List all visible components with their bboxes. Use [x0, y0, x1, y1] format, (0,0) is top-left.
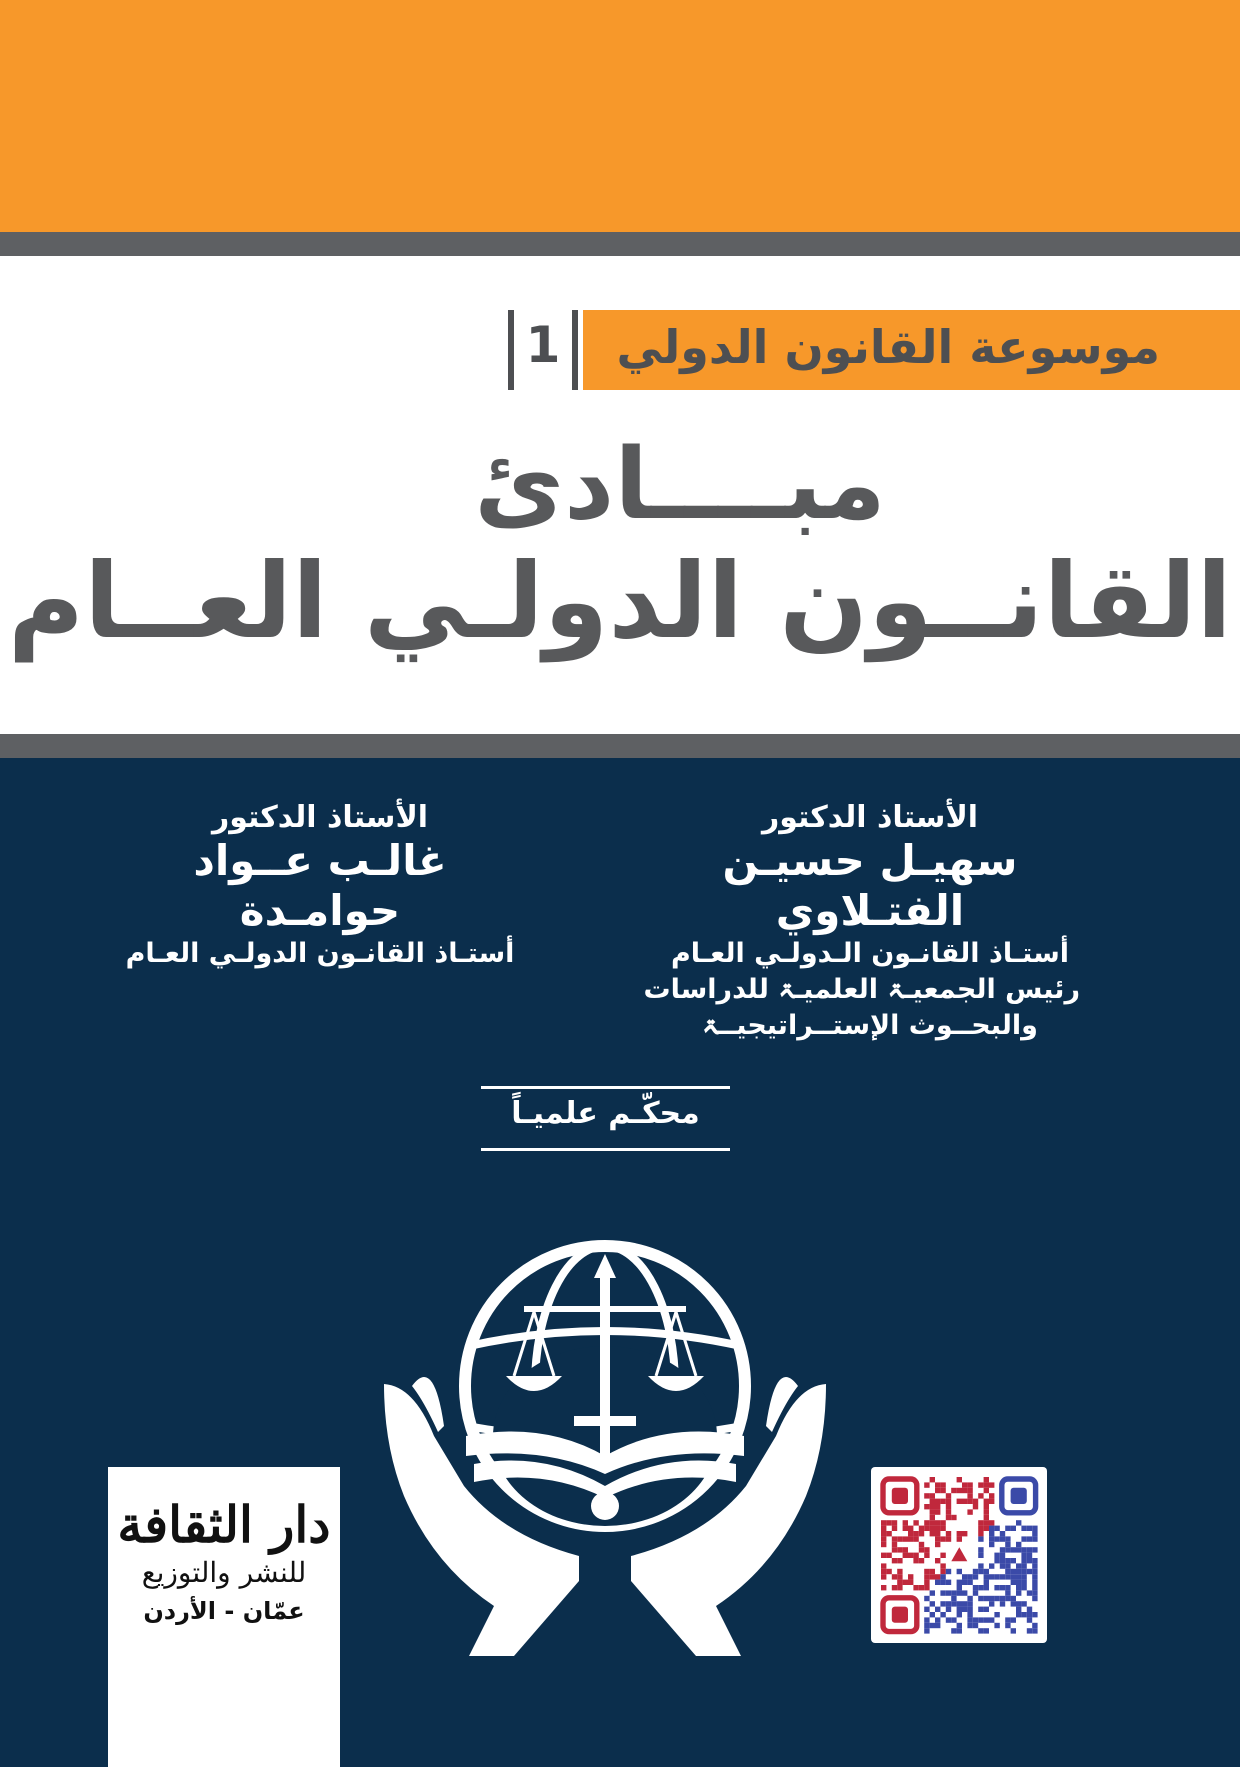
peer-review-bottom-rule: [481, 1148, 730, 1151]
book-title-line-1: مبــــادئ: [474, 428, 886, 542]
author-1-role: الأستاذ الدكتور: [761, 800, 979, 835]
lower-grey-stripe: [0, 734, 1240, 758]
series-title: موسوعة القانون الدولي: [616, 320, 1160, 374]
top-orange-band: [0, 0, 1240, 232]
upper-grey-stripe: [0, 232, 1240, 256]
qr-code-icon: [871, 1467, 1047, 1643]
publisher-name: دار الثقافة: [117, 1495, 331, 1554]
series-divider-left: [508, 310, 514, 390]
peer-review-top-rule: [481, 1086, 730, 1089]
scales-of-justice-globe-emblem-icon: [374, 1236, 836, 1656]
series-divider-right: [572, 310, 578, 390]
author-2: [110, 800, 530, 972]
author-1-desc-3: والبحــوث الإستــراتيجيــۃ: [702, 1010, 1038, 1041]
publisher-logo: [108, 1467, 340, 1767]
book-title-line-2: القانــون الدولـي العــام: [7, 540, 1233, 662]
series-number: 1: [525, 316, 561, 374]
publisher-subtitle: للنشر والتوزيع: [141, 1556, 307, 1589]
author-1-desc-2: رئيس الجمعيـۃ العلميـۃ للدراسات: [643, 974, 1080, 1005]
author-1-name: سهيـل حسيـن الفتـلاوي: [722, 836, 1018, 935]
peer-review-label: محكّـم علميـاً: [511, 1096, 700, 1131]
publisher-city: عمّان - الأردن: [143, 1597, 305, 1625]
author-2-role: الأستاذ الدكتور: [211, 800, 429, 835]
author-1: [643, 800, 1080, 1044]
author-1-desc-1: أستـاذ القانـون الـدولـي العـام: [670, 938, 1070, 969]
series-label-box: [583, 310, 1240, 390]
qr-code-pattern: [871, 1467, 1047, 1643]
author-2-name: غالـب عــواد حوامـدة: [193, 836, 447, 935]
author-2-desc-1: أستـاذ القانـون الدولـي العـام: [125, 938, 515, 969]
